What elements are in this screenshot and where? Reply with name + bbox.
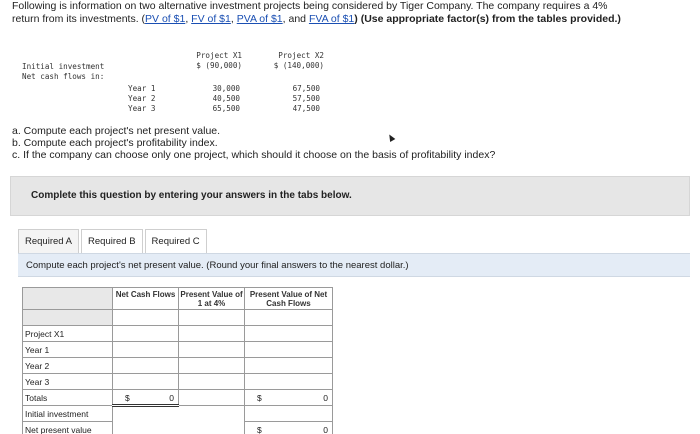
tab-bar [18,229,209,253]
pv-result-year-2 [245,358,333,374]
col-header-x1: Project X1 [196,51,242,60]
pv-result-year-1 [245,342,333,358]
x1-year-3: 65,500 [212,104,240,113]
header-blank [23,288,113,310]
table-cell [245,326,333,342]
pva-link[interactable]: PVA of $1 [236,13,283,25]
net-present-value: $ 0 [245,422,333,434]
x2-year-2: 57,500 [292,94,320,103]
instruction-banner [10,176,690,216]
cash-flow-input-year-2[interactable] [113,358,179,374]
fva-link[interactable]: FVA of $1 [308,13,355,25]
row-label-year-2: Year 2 [23,358,113,374]
table-cell [179,422,245,434]
header-spacer-2 [179,310,245,326]
header-net-cash-flows: Net Cash Flows [113,288,179,310]
npv-table [22,287,333,434]
tab-instruction-text: Compute each project's net present value. (Round your final answers to the nearest dollar.) [26,260,409,271]
header-spacer-3 [245,310,333,326]
header-blank-2 [23,310,113,326]
year-3-label: Year 3 [128,104,156,113]
tab-required-b[interactable]: Required B [81,229,143,253]
question-b: b. Compute each project's profitability index. [12,137,218,149]
cash-flow-input-year-3[interactable] [113,374,179,390]
tab-instruction [18,253,690,277]
x2-year-3: 47,500 [292,104,320,113]
intro-line-1: Following is information on two alternative investment projects being considered by Tiger Company. The company requires a 4% [12,0,608,12]
table-cell [113,422,179,434]
table-cell [113,326,179,342]
question-c: c. If the company can choose only one project, which should it choose on the basis of profitability index? [12,149,496,161]
initial-x2: $ (140,000) [273,61,324,70]
initial-investment-input[interactable] [245,406,333,422]
col-header-x2: Project X2 [278,51,324,60]
x1-year-2: 40,500 [212,94,240,103]
header-pv-factor: Present Value of 1 at 4% [179,288,245,310]
tab-required-c[interactable]: Required C [145,229,207,253]
row-label-year-1: Year 1 [23,342,113,358]
table-cell [179,326,245,342]
initial-x1: $ (90,000) [196,61,242,70]
total-pv: $ 0 [245,390,333,406]
row-label-project-x1: Project X1 [23,326,113,342]
table-cell [179,406,245,422]
pv-link[interactable]: PV of $1 [145,13,186,25]
pv-factor-input-year-1[interactable] [179,342,245,358]
initial-investment-label: Initial investment [22,62,105,71]
pv-result-year-3 [245,374,333,390]
row-label-year-3: Year 3 [23,374,113,390]
x2-year-1: 67,500 [292,84,320,93]
pv-factor-input-year-3[interactable] [179,374,245,390]
question-a: a. Compute each project's net present value. [12,125,221,137]
year-2-label: Year 2 [128,94,156,103]
fv-link[interactable]: FV of $1 [191,13,231,25]
x1-year-1: 30,000 [212,84,240,93]
tab-required-a[interactable]: Required A [18,229,79,253]
row-label-initial-investment: Initial investment [23,406,113,422]
cash-flows-label: Net cash flows in: [22,72,105,81]
question-list [12,125,495,161]
intro-text [12,0,698,26]
pv-factor-input-year-2[interactable] [179,358,245,374]
banner-text: Complete this question by entering your answers in the tabs below. [31,190,352,201]
table-cell [113,406,179,422]
header-spacer-1 [113,310,179,326]
header-pv-net-cash: Present Value of Net Cash Flows [245,288,333,310]
row-label-npv: Net present value [23,422,113,434]
intro-line-2: return from its investments. (PV of $1, FV of $1, PVA of $1, and FVA of $1) (Use appropriate factor(s) from the tables provided.) [12,13,621,25]
row-label-totals: Totals [23,390,113,406]
year-1-label: Year 1 [128,84,156,93]
cash-flow-input-year-1[interactable] [113,342,179,358]
table-cell [179,390,245,406]
total-cash-flows: $ 0 [113,390,179,406]
